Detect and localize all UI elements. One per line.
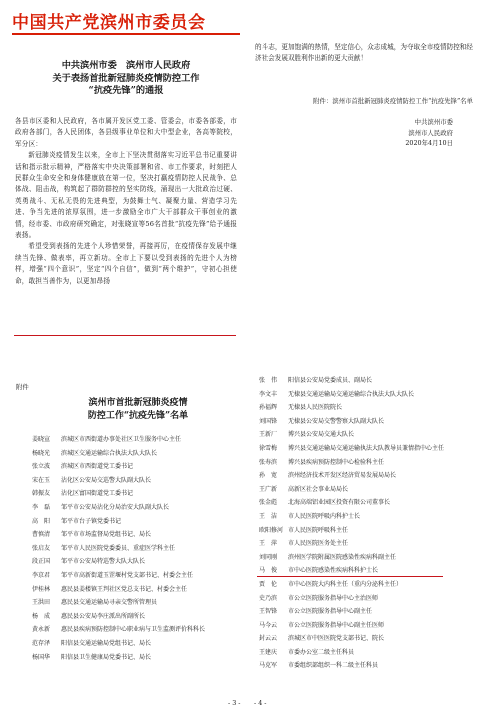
honoree-name: 封云云: [259, 635, 278, 643]
honoree-row: [259, 660, 473, 674]
honoree-name: 刘国锋: [259, 417, 278, 425]
honoree-position: 惠民县疾病预防控制中心职业病与卫生监测评价科科长: [61, 626, 206, 634]
honoree-position: 市公立医院服务指导中心副主任医师: [288, 621, 385, 629]
honoree-name: 王智锋: [259, 608, 278, 616]
honoree-row: [259, 375, 473, 389]
honoree-position: 市人民医院医务处主任: [288, 540, 349, 548]
honoree-row: [32, 488, 238, 502]
signature-date: 2020年4月10日: [405, 139, 453, 147]
signer-government: 滨州市人民政府: [408, 128, 453, 137]
honoree-row: [259, 606, 473, 620]
honoree-position: 市委办公室二级主任科员: [288, 648, 355, 656]
notice-paragraph-2: 希望受到表扬的先进个人珍惜荣誉，再接再厉，在疫情保存发展中继续当先锋、做表率，再立新功。全市上下要以受到表扬的先进个人为榜样，增强“四个意识”，坚定“四个自信”，做到“两个维护”，守初心担使命，敢担当善作为，以更加昂扬: [15, 242, 237, 285]
honoree-name: 张寿滨: [259, 458, 278, 466]
honoree-row: [259, 538, 473, 552]
honoree-name: 段正国: [32, 558, 51, 566]
honoree-row: [259, 593, 473, 607]
signer-party-committee: 中共滨州市委: [414, 118, 453, 126]
honoree-position: 市委组织部组织一科二级主任科员: [288, 662, 379, 670]
honoree-name: 王 萍: [259, 540, 278, 548]
honoree-name: 张金彪: [259, 499, 278, 507]
honoree-position: 无棣县交通运输局交通运输综合执法大队大队长: [288, 390, 415, 398]
honoree-name: 马今云: [259, 621, 278, 629]
honoree-name: 曹慎清: [32, 531, 51, 539]
honoree-row: [259, 647, 473, 661]
honoree-row: [32, 448, 238, 462]
honoree-name: 李京君: [32, 571, 51, 579]
attachment-title: [40, 397, 236, 422]
masthead: [12, 8, 248, 32]
honoree-position: 沾化区富国街道党工委书记: [61, 490, 134, 498]
honoree-position: 无棣县人民医院院长: [288, 404, 343, 412]
honoree-list-left: [32, 434, 238, 665]
honoree-position: 市公立医院服务指导中心副主任: [288, 608, 373, 616]
attachment-title-line-2: 防控工作“抗疫先锋”名单: [87, 410, 189, 421]
honoree-row: [259, 620, 473, 634]
honoree-row: [32, 597, 238, 611]
honoree-row: [32, 570, 238, 584]
honoree-list-right: [259, 375, 473, 674]
notice-paragraph-1: 新冠肺炎疫情发生以来，全市上下坚决贯彻落实习近平总书记重要讲话和指示批示精神，严格落实中央决策部署和省、市工作要求，时刻把人民群众生命安全和身体健康放在第一位，坚决打赢疫情防控人民战争、总体战、阻击战，构筑起了群防群控的坚实防线，涌现出一大批政治过硬、英勇战斗、无私无畏的先进典型，为鼓舞士气、凝聚力量、营造学习先进、争当先进的浓厚氛围，进一步激励全市广大干部群众干事创业的激情，经市委、市政府研究确定，对张晓宣等56名首批“抗疫先锋”给予通报表扬。: [15, 151, 237, 240]
notice-title: [15, 60, 237, 98]
honoree-row: [259, 470, 473, 484]
notice-title-line-2: 关于表扬首批新冠肺炎疫情防控工作: [52, 72, 200, 84]
honoree-position: 滨城区市西街道党工委书记: [61, 463, 134, 471]
honoree-row: [32, 584, 238, 598]
honoree-position: 博兴县交通运输局交通运输执法大队教导员兼情指中心主任: [288, 444, 445, 452]
notice-attachment-note: 附件：滨州市首批新冠肺炎疫情防控工作“抗疫先锋”名单: [313, 97, 473, 105]
honoree-name: 范存泽: [32, 639, 51, 647]
honoree-position: 市人民医院呼吸科主任: [288, 526, 349, 534]
honoree-row: [259, 389, 473, 403]
honoree-position: 惠民县公安局李庄派出所副所长: [61, 612, 146, 620]
honoree-name: 李 磊: [32, 503, 51, 511]
honoree-name: 王广新: [259, 485, 278, 493]
honoree-position: 阳信县公安局党委成员、副局长: [288, 377, 373, 384]
masthead-red-rule: [12, 33, 240, 35]
honoree-name: 宋在玉: [32, 476, 51, 484]
honoree-name: 欧阳修河: [259, 526, 284, 534]
honoree-name: 杨国华: [32, 653, 51, 661]
honoree-row: [259, 633, 473, 647]
honoree-row: [32, 652, 238, 666]
honoree-name: 李文丰: [259, 390, 278, 398]
honoree-name: 黄永新: [32, 626, 51, 634]
honoree-name: 马 俊: [259, 567, 278, 575]
honoree-name: 杨 成: [32, 612, 51, 620]
page-number-left: - 3 -: [228, 699, 241, 707]
section-divider: [14, 335, 236, 336]
honoree-position: 邹平市公安局特巡警大队大队长: [61, 558, 146, 566]
honoree-position: 阳信县交通运输局党组书记、局长: [61, 639, 152, 647]
notice-continuation-text: 的斗志，更加饱满的热情，坚定信心，众志成城，为夺取全市疫情防控和经济社会发展双胜利作出新的更大贡献！: [255, 43, 473, 62]
honoree-row: [259, 484, 473, 498]
honoree-row: [259, 429, 473, 443]
honoree-row: [259, 511, 473, 525]
honoree-name: 贾 伦: [259, 580, 278, 588]
honoree-name: 伊桂林: [32, 585, 51, 593]
honoree-name: 姜晓宣: [32, 436, 51, 443]
honoree-row: [32, 556, 238, 570]
page-number-right: - 4 -: [254, 699, 267, 707]
honoree-row: [259, 402, 473, 416]
attachment-title-line-1: 滨州市首批新冠肺炎疫情: [88, 398, 188, 408]
honoree-position: 北海高端铝业园区投资有限公司董事长: [288, 499, 391, 507]
honoree-name: 孙 宽: [259, 472, 278, 480]
honoree-row: [32, 543, 238, 557]
honoree-row: [32, 516, 238, 530]
honoree-name: 韩振友: [32, 490, 51, 498]
honoree-row: [259, 552, 473, 566]
honoree-position: 邹平市公安局沾化分局治安大队副大队长: [61, 503, 170, 511]
notice-title-line-1: 中共滨州市委 滨州市人民政府: [61, 60, 191, 71]
honoree-position: 市中心医院感染性疾病科科护士长: [288, 567, 379, 575]
honoree-name: 孙福辉: [259, 404, 278, 412]
honoree-position: 博兴县公安局交通大队长: [288, 431, 355, 439]
notice-body: [15, 116, 237, 287]
attachment-label: 附件: [16, 383, 29, 391]
honoree-position: 博兴县疾病预防控制中心检验科主任: [288, 458, 385, 466]
highlight-underline: [257, 576, 443, 577]
honoree-name: 王新厂: [259, 431, 278, 439]
honoree-position: 沾化区公安局交巡警大队副大队长: [61, 476, 152, 484]
honoree-name: 马克军: [259, 662, 278, 670]
honoree-name: 张 伟: [259, 377, 278, 384]
honoree-row: [32, 529, 238, 543]
honoree-row: [32, 638, 238, 652]
honoree-row: [259, 579, 473, 593]
notice-continuation: [255, 42, 473, 64]
honoree-row: [32, 475, 238, 489]
honoree-row: [32, 611, 238, 625]
honoree-position: 市人民医院呼吸内科护士长: [288, 512, 361, 520]
honoree-position: 惠民县交通运输局寻亲交警所管理员: [61, 599, 158, 607]
notice-salutation: 各县市区委和人民政府，各市属开发区党工委、管委会，市委各部委，市政府各部门，各人民团体，各县级事业单位和大中型企业，各高等院校，军分区：: [15, 117, 237, 148]
honoree-name: 王 洁: [259, 512, 278, 520]
honoree-name: 徐雪梅: [259, 444, 278, 452]
honoree-position: 高新区社会事业局局长: [288, 485, 349, 493]
honoree-position: 邹平市台子镇党委书记: [61, 517, 122, 525]
honoree-row: [32, 502, 238, 516]
honoree-name: 王洪田: [32, 599, 51, 607]
honoree-name: 张立波: [32, 463, 51, 471]
honoree-position: 邹平市高新街道玉罡堰村党支部书记、村委会主任: [61, 571, 194, 579]
honoree-row: [32, 461, 238, 475]
honoree-position: 滨州医学院附属医院感染性疾病科副主任: [288, 553, 397, 561]
notice-signature: [255, 117, 473, 149]
honoree-row: [259, 457, 473, 471]
honoree-position: 滨城区市中医医院党支部书记、院长: [288, 635, 385, 643]
honoree-name: 史乃滨: [259, 594, 278, 602]
honoree-position: 惠民县姜楼镇王判社区党总支书记、村委会主任: [61, 585, 188, 593]
honoree-position: 滨州经济技术开发区经济贸易发展局局长: [288, 472, 397, 480]
notice-title-line-3: “抗疫先锋”的通报: [88, 85, 164, 97]
honoree-row: [259, 416, 473, 430]
honoree-row: [259, 525, 473, 539]
honoree-row: [259, 443, 473, 457]
honoree-name: 杨晓光: [32, 449, 51, 457]
honoree-position: 滨城区市西街道办事处社区卫生服务中心主任: [61, 436, 182, 443]
honoree-name: 王建庆: [259, 648, 278, 656]
honoree-position: 市中心医院大内科主任（重内分泌科主任）: [288, 580, 403, 588]
honoree-position: 无棣县公安局交警警察大队副大队长: [288, 417, 385, 425]
honoree-row: [32, 434, 238, 448]
honoree-name: 张启友: [32, 544, 51, 552]
honoree-position: 邹平市人民医院党委委员、重症医学科主任: [61, 544, 176, 552]
honoree-position: 滨城区交通运输综合执法大队大队长: [61, 449, 158, 457]
honoree-name: 刘同刚: [259, 553, 278, 561]
honoree-row: [259, 497, 473, 511]
honoree-name: 高 阳: [32, 517, 51, 525]
honoree-position: 邹平市市场监督局党组书记、局长: [61, 531, 152, 539]
honoree-row: [32, 624, 238, 638]
honoree-position: 市公立医院服务指导中心主治医师: [288, 594, 379, 602]
masthead-org-name: 中国共产党滨州市委员会: [12, 13, 206, 33]
honoree-position: 阳信县卫生健康局党委书记、局长: [61, 653, 152, 661]
